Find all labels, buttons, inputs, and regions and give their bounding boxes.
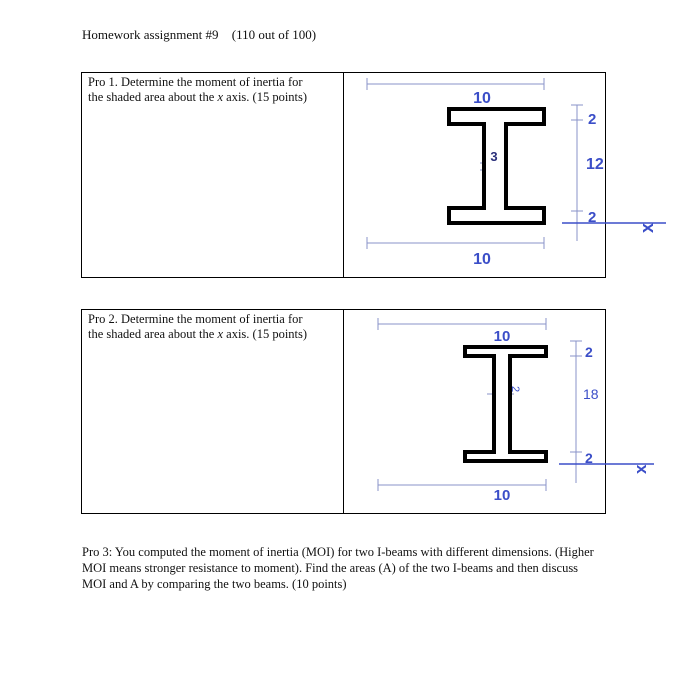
top-flange-label: 2 [585,344,593,360]
bottom-flange-label: 2 [585,450,593,466]
problem-1-box [81,72,657,278]
problem-1-figure [344,73,657,277]
problem-1-line-1: Pro 1. Determine the moment of inertia for [88,75,303,89]
bottom-width-label: 10 [493,487,511,504]
i-beam-1-shape [449,109,544,223]
web-thickness-label: 2 [509,386,521,393]
top-flange-label: 2 [588,111,597,128]
bottom-width-label: 10 [473,251,491,268]
bottom-flange-label: 2 [588,209,597,226]
problem-1-line-2-pre: the shaded area about the [88,90,218,104]
i-beam-2-diagram [344,310,650,513]
web-height-label: 12 [586,156,604,173]
problem-2-line-1: Pro 2. Determine the moment of inertia for [88,312,303,326]
problem-2-figure [344,310,650,513]
web-height-label: 18 [583,386,599,402]
problem-2-line-2-pre: the shaded area about the [88,327,218,341]
problem-3-text: Pro 3: You computed the moment of inertia (MOI) for two I-beams with different dimensions. (Higher MOI means stronger resistance to moment). Find the areas (A) of the two I-beams and then discuss MOI and A by comparing the two beams. (10 points) [82,545,594,591]
problem-1-x-variable: x [217,90,224,104]
x-axis-label: x [631,464,650,474]
assignment-title: Homework assignment #9 [82,27,219,42]
problem-2-x-variable: x [217,327,224,341]
problem-1-line-2-post: axis. (15 points) [223,90,308,104]
assignment-score: (110 out of 100) [231,27,317,42]
i-beam-2-shape [465,347,546,461]
problem-1-text [82,73,344,277]
web-thickness-label: 3 [490,149,498,164]
problem-2-text [82,310,344,513]
top-width-label: 10 [493,328,511,345]
i-beam-1-diagram [344,73,657,277]
x-axis-label: x [637,222,657,233]
problem-2-line-2-post: axis. (15 points) [223,327,308,341]
top-width-label: 10 [473,90,491,107]
problem-2-box [81,309,650,514]
page-header [82,27,316,43]
